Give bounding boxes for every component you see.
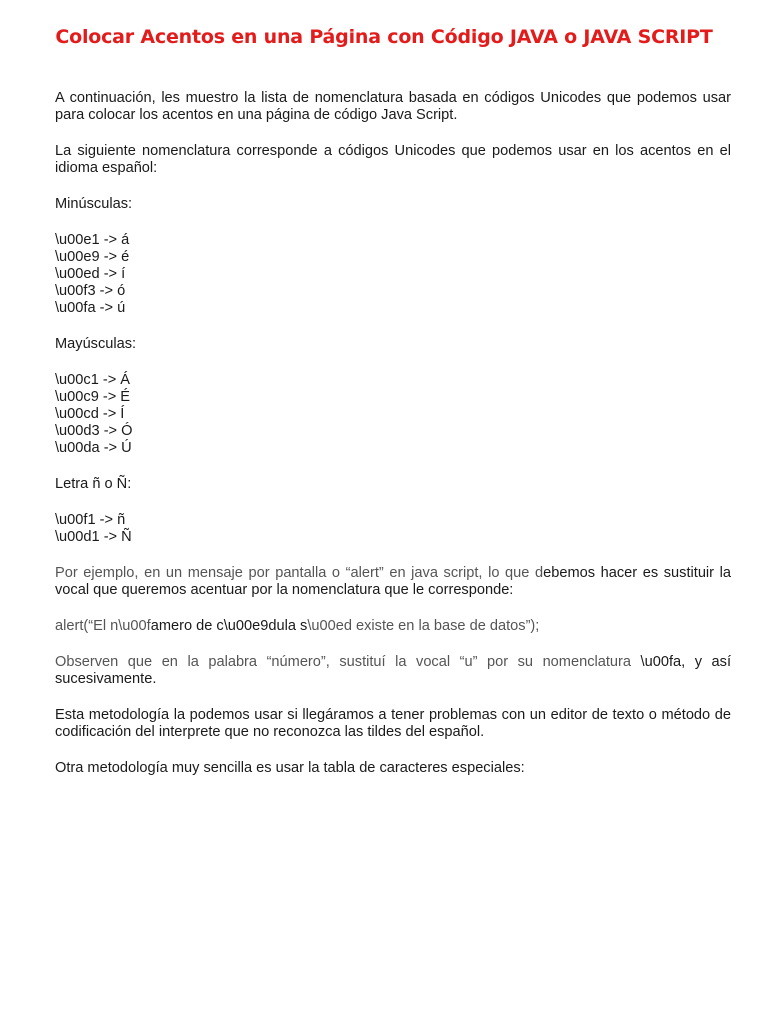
- list-item: \u00c9 -> É: [55, 389, 131, 405]
- document-body: [55, 90, 731, 796]
- lowercase-heading: Minúsculas:: [55, 196, 133, 212]
- list-item: \u00d3 -> Ó: [55, 423, 133, 439]
- observe-text-part-2: \u00fa, y así sucesivamente.: [55, 654, 731, 687]
- observe-paragraph: [55, 654, 731, 688]
- list-item: \u00d1 -> Ñ: [55, 529, 132, 545]
- example-text-part-1: Por ejemplo, en un mensaje por pantalla o “alert” en java script, lo que d: [55, 565, 544, 581]
- list-item: \u00f3 -> ó: [55, 283, 126, 299]
- list-item: \u00cd -> Í: [55, 406, 125, 422]
- list-item: \u00f1 -> ñ: [55, 512, 126, 528]
- list-item: \u00ed -> í: [55, 266, 126, 282]
- enie-heading: Letra ñ o Ñ:: [55, 476, 132, 492]
- list-item: \u00c1 -> Á: [55, 372, 131, 388]
- uppercase-heading: Mayúsculas:: [55, 336, 137, 352]
- alert-code-part-2: amero de c\u00e9dula s: [150, 618, 308, 634]
- alert-code-part-1: alert(“El n\u00f: [55, 618, 151, 634]
- list-item: \u00e9 -> é: [55, 249, 130, 265]
- intro-paragraph: A continuación, les muestro la lista de nomenclatura basada en códigos Unicodes que podemos usar para colocar los acentos en una página de código Java Script.: [55, 90, 731, 123]
- uppercase-code-list: [55, 372, 731, 457]
- alert-code-part-3: \u00ed existe en la base de datos”);: [307, 618, 540, 634]
- methodology-paragraph: Esta metodología la podemos usar si llegáramos a tener problemas con un editor de texto o método de codificación del interprete que no reconozca las tildes del español.: [55, 707, 731, 740]
- list-item: \u00da -> Ú: [55, 440, 132, 456]
- list-item: \u00fa -> ú: [55, 300, 126, 316]
- nomenclature-paragraph: La siguiente nomenclatura corresponde a códigos Unicodes que podemos usar en los acentos en el idioma español:: [55, 143, 731, 176]
- other-methodology-paragraph: Otra metodología muy sencilla es usar la tabla de caracteres especiales:: [55, 760, 525, 776]
- example-paragraph: [55, 565, 731, 599]
- page-title: Colocar Acentos en una Página con Código JAVA o JAVA SCRIPT: [55, 26, 713, 48]
- list-item: \u00e1 -> á: [55, 232, 130, 248]
- lowercase-code-list: [55, 232, 731, 317]
- observe-text-part-1: Observen que en la palabra “número”, sustituí la vocal “u” por su nomenclatura: [55, 654, 631, 670]
- alert-code-line: [55, 618, 731, 635]
- example-text-part-2: ebemos hacer es sustituir la vocal que queremos acentuar por la nomenclatura que le corresponde:: [55, 565, 731, 598]
- enie-code-list: [55, 512, 731, 546]
